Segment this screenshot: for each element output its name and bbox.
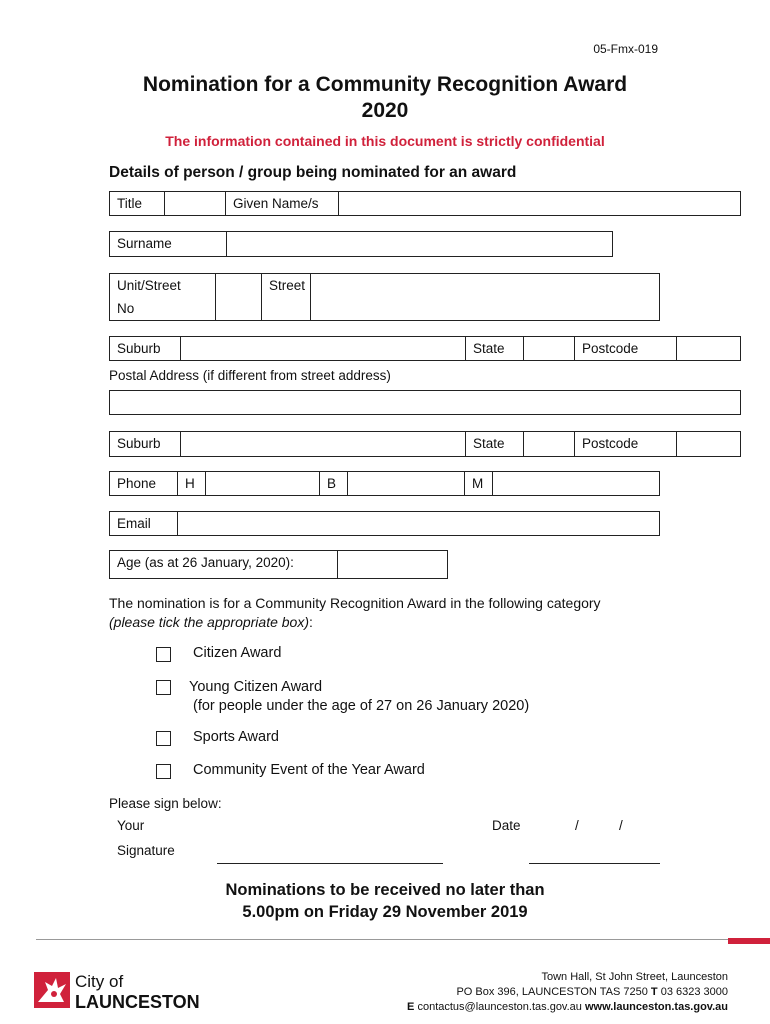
category-hint-colon: :	[309, 614, 313, 630]
date-separator-1: /	[575, 818, 579, 833]
phone-m-field[interactable]	[493, 472, 659, 495]
postal-state-label: State	[466, 432, 524, 456]
community-event-award-label: Community Event of the Year Award	[193, 762, 425, 778]
footer-po-box-line	[407, 985, 728, 1000]
category-hint: (please tick the appropriate box)	[109, 614, 309, 630]
footer-contact	[407, 970, 728, 1015]
suburb-label: Suburb	[110, 337, 181, 360]
logo-line-1: City of	[75, 972, 124, 991]
date-separator-2: /	[619, 818, 623, 833]
footer-accent-bar	[728, 938, 770, 944]
young-citizen-award-checkbox[interactable]	[156, 680, 171, 695]
age-row	[109, 550, 448, 579]
state-field[interactable]	[524, 337, 575, 360]
section-heading: Details of person / group being nominated for an award	[109, 164, 517, 181]
community-event-award-checkbox[interactable]	[156, 764, 171, 779]
sports-award-checkbox[interactable]	[156, 731, 171, 746]
given-names-field[interactable]	[339, 192, 740, 215]
postal-state-field[interactable]	[524, 432, 575, 456]
email-field[interactable]	[178, 512, 659, 535]
young-citizen-award-label-block	[189, 678, 529, 716]
suburb-row	[109, 336, 741, 361]
footer-phone: 03 6323 3000	[660, 986, 728, 998]
street-label: Street	[262, 274, 311, 320]
young-citizen-award-label: Young Citizen Award	[189, 679, 323, 695]
page-title	[0, 72, 770, 124]
footer-po-box: PO Box 396, LAUNCESTON TAS 7250	[456, 986, 648, 998]
unit-no-field[interactable]	[216, 274, 262, 320]
signature-line[interactable]	[217, 863, 443, 864]
surname-field[interactable]	[227, 232, 612, 256]
state-label: State	[466, 337, 524, 360]
sign-prompt: Please sign below:	[109, 796, 222, 811]
date-line[interactable]	[529, 863, 660, 864]
sports-award-label: Sports Award	[193, 729, 279, 745]
title-line-2: 2020	[361, 99, 409, 122]
email-label: Email	[110, 512, 178, 535]
unit-street-label	[110, 274, 216, 320]
title-label: Title	[110, 192, 165, 215]
age-label: Age (as at 26 January, 2020):	[110, 551, 338, 578]
postcode-field[interactable]	[677, 337, 740, 360]
date-label: Date	[492, 818, 521, 833]
postal-address-label: Postal Address (if different from street address)	[109, 368, 391, 383]
deadline-line-2: 5.00pm on Friday 29 November 2019	[242, 903, 528, 921]
surname-row	[109, 231, 613, 257]
email-row	[109, 511, 660, 536]
phone-row	[109, 471, 660, 496]
street-row	[109, 273, 660, 321]
city-of-launceston-logo	[75, 972, 200, 1012]
city-of-launceston-logo-icon	[34, 972, 70, 1008]
citizen-award-checkbox[interactable]	[156, 647, 171, 662]
document-code: 05-Fmx-019	[593, 42, 658, 56]
footer-divider	[36, 939, 736, 940]
signature-label-line2: Signature	[117, 843, 175, 858]
phone-b-field[interactable]	[348, 472, 465, 495]
young-citizen-award-note: (for people under the age of 27 on 26 January 2020)	[193, 698, 530, 714]
postal-postcode-label: Postcode	[575, 432, 677, 456]
footer-email[interactable]: contactus@launceston.tas.gov.au	[417, 1001, 582, 1013]
postal-suburb-field[interactable]	[181, 432, 466, 456]
footer-website[interactable]: www.launceston.tas.gov.au	[584, 1001, 728, 1013]
postal-suburb-label: Suburb	[110, 432, 181, 456]
phone-h-field[interactable]	[206, 472, 320, 495]
footer-phone-label: T	[650, 986, 658, 998]
name-row	[109, 191, 741, 216]
street-field[interactable]	[311, 274, 659, 320]
phone-b-label: B	[320, 472, 348, 495]
phone-label: Phone	[110, 472, 178, 495]
postal-postcode-field[interactable]	[677, 432, 740, 456]
surname-label: Surname	[110, 232, 227, 256]
deadline-notice	[0, 879, 770, 923]
given-names-label: Given Name/s	[226, 192, 339, 215]
footer-address: Town Hall, St John Street, Launceston	[541, 971, 728, 983]
title-line-1: Nomination for a Community Recognition Award	[142, 73, 628, 96]
postal-address-field[interactable]	[109, 390, 741, 415]
unit-no-text: No	[117, 301, 135, 316]
signature-label-line1: Your	[117, 818, 145, 833]
postcode-label: Postcode	[575, 337, 677, 360]
footer-email-line	[407, 1000, 728, 1015]
category-intro-text: The nomination is for a Community Recognition Award in the following category	[109, 595, 601, 611]
suburb-field[interactable]	[181, 337, 466, 360]
phone-h-label: H	[178, 472, 206, 495]
confidential-notice: The information contained in this document is strictly confidential	[165, 133, 605, 149]
citizen-award-label: Citizen Award	[193, 645, 282, 661]
phone-m-label: M	[465, 472, 493, 495]
footer-email-label: E	[407, 1001, 415, 1013]
deadline-line-1: Nominations to be received no later than	[225, 881, 545, 899]
title-field[interactable]	[165, 192, 226, 215]
age-field[interactable]	[338, 551, 447, 578]
unit-street-text: Unit/Street	[117, 278, 181, 293]
postal-suburb-row	[109, 431, 741, 457]
category-intro	[109, 594, 601, 632]
logo-line-2: LAUNCESTON	[75, 992, 200, 1012]
